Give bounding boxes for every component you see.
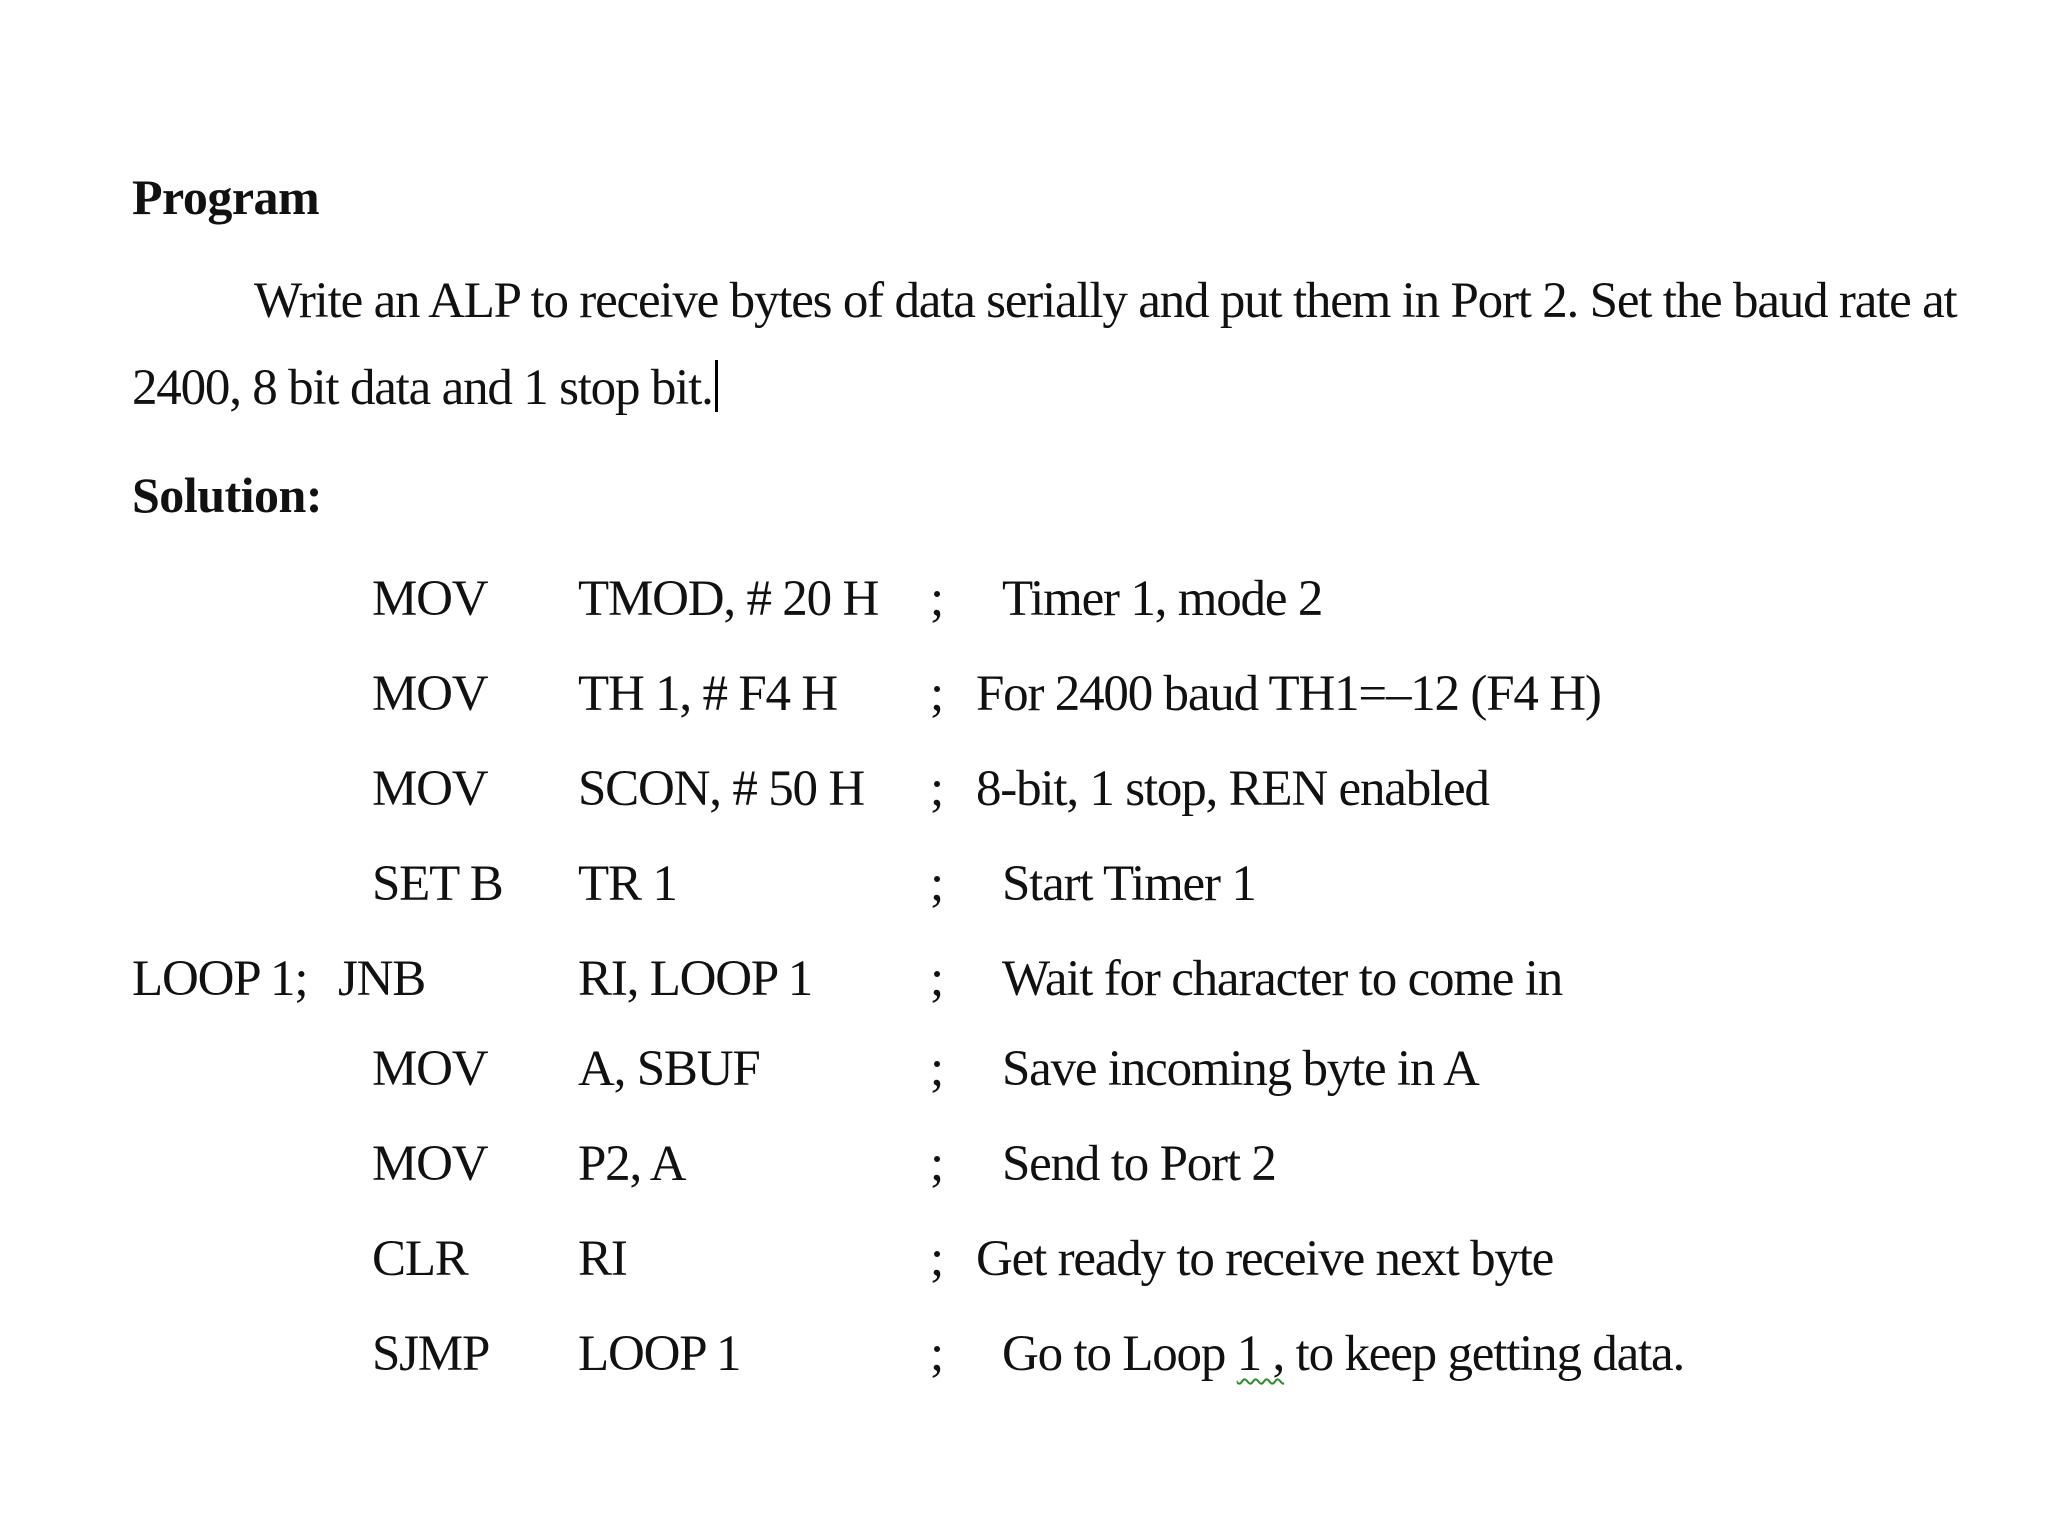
code-label: LOOP 1; xyxy=(132,951,308,1007)
code-comment: Get ready to receive next byte xyxy=(976,1231,1554,1287)
comment-part: Go to Loop xyxy=(1002,1326,1237,1382)
code-line xyxy=(0,1135,2048,1215)
code-separator: ; xyxy=(930,1136,943,1192)
solution-heading: Solution: xyxy=(132,467,323,523)
code-operand: TR 1 xyxy=(578,856,677,912)
code-operand: RI, LOOP 1 xyxy=(578,951,813,1007)
code-line xyxy=(0,950,2048,1030)
code-line xyxy=(0,855,2048,935)
code-comment: Start Timer 1 xyxy=(1002,856,1256,912)
code-separator: ; xyxy=(930,761,943,817)
code-separator: ; xyxy=(930,1231,943,1287)
code-operand: LOOP 1 xyxy=(578,1326,741,1382)
code-comment xyxy=(1002,1325,1684,1383)
code-operand: A, SBUF xyxy=(578,1041,760,1097)
program-heading: Program xyxy=(132,169,320,225)
code-separator: ; xyxy=(930,951,943,1007)
code-comment: Save incoming byte in A xyxy=(1002,1041,1479,1097)
grammar-flag[interactable]: 1 , xyxy=(1236,1326,1285,1382)
problem-statement[interactable] xyxy=(132,258,2002,432)
code-separator: ; xyxy=(930,1326,943,1382)
code-line xyxy=(0,1325,2048,1405)
code-line xyxy=(0,665,2048,745)
text-cursor xyxy=(715,360,718,412)
code-separator: ; xyxy=(930,666,943,722)
code-line xyxy=(0,760,2048,840)
code-opcode: MOV xyxy=(372,571,488,627)
code-line xyxy=(0,1040,2048,1120)
code-operand: RI xyxy=(578,1231,627,1287)
code-operand: SCON, # 50 H xyxy=(578,761,864,817)
code-opcode: MOV xyxy=(372,666,488,722)
code-operand: P2, A xyxy=(578,1136,686,1192)
code-opcode: MOV xyxy=(372,1136,488,1192)
code-line xyxy=(0,1230,2048,1310)
code-comment: Send to Port 2 xyxy=(1002,1136,1276,1192)
code-comment: Wait for character to come in xyxy=(1002,951,1563,1007)
code-opcode: SET B xyxy=(372,856,503,912)
code-opcode: MOV xyxy=(372,761,488,817)
code-line xyxy=(0,570,2048,650)
comment-part: to keep getting data. xyxy=(1284,1326,1684,1382)
code-separator: ; xyxy=(930,571,943,627)
problem-text: Write an ALP to receive bytes of data serially and put them in Port 2. Set the baud rate at 2400, 8 bit data and 1 stop bit. xyxy=(132,273,1957,416)
code-opcode: JNB xyxy=(338,951,426,1007)
code-opcode: MOV xyxy=(372,1041,488,1097)
code-operand: TMOD, # 20 H xyxy=(578,571,879,627)
code-separator: ; xyxy=(930,856,943,912)
code-opcode: SJMP xyxy=(372,1326,490,1382)
code-opcode: CLR xyxy=(372,1231,468,1287)
code-separator: ; xyxy=(930,1041,943,1097)
code-operand: TH 1, # F4 H xyxy=(578,666,838,722)
code-comment: Timer 1, mode 2 xyxy=(1002,571,1323,627)
code-comment: 8-bit, 1 stop, REN enabled xyxy=(976,761,1489,817)
code-comment: For 2400 baud TH1=–12 (F4 H) xyxy=(976,666,1601,722)
